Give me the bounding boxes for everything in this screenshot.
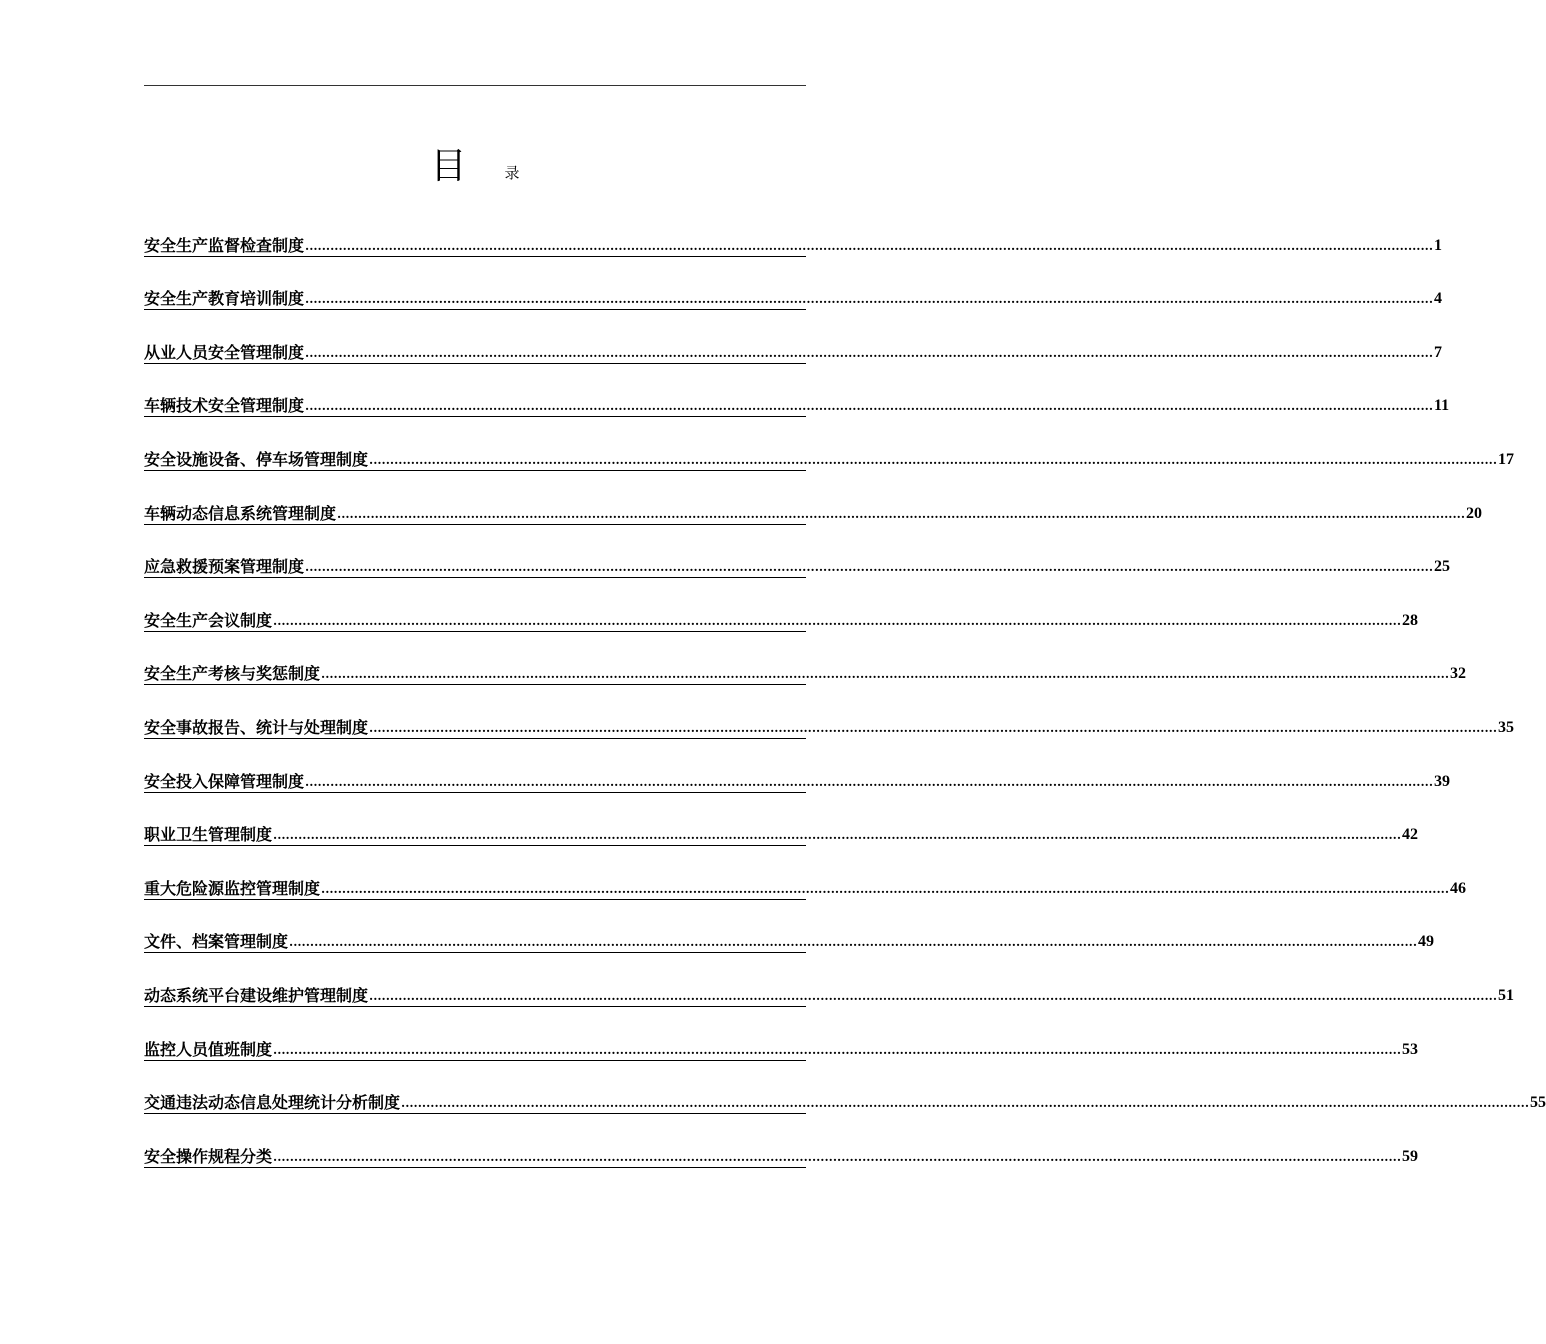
toc-leader: ..............................................................................................................................................................................................................................................................................: [273, 1149, 1402, 1164]
toc-leader: ..............................................................................................................................................................................................................................................................................: [273, 828, 1402, 843]
toc-leader: ..............................................................................................................................................................................................................................................................................: [337, 506, 1466, 521]
toc-entry[interactable]: [144, 875, 1467, 929]
toc-entry[interactable]: [144, 1143, 1419, 1197]
toc-entry-label: 安全事故报告、统计与处理制度: [144, 717, 369, 737]
toc-leader: ..............................................................................................................................................................................................................................................................................: [305, 292, 1434, 307]
toc-entry-label: 动态系统平台建设维护管理制度: [144, 985, 369, 1005]
toc-leader: ..............................................................................................................................................................................................................................................................................: [289, 935, 1418, 950]
toc-entry[interactable]: [144, 393, 1450, 447]
toc-entry-label: 安全生产教育培训制度: [144, 289, 305, 309]
toc-entry[interactable]: [144, 554, 1451, 608]
toc-entry[interactable]: [144, 1036, 1419, 1090]
toc-entry-page: 28: [1402, 611, 1419, 629]
toc-entry-page: 1: [1434, 236, 1443, 254]
toc-leader: ..............................................................................................................................................................................................................................................................................: [273, 613, 1402, 628]
toc-leader: ..............................................................................................................................................................................................................................................................................: [321, 881, 1450, 896]
toc-leader: ..............................................................................................................................................................................................................................................................................: [273, 1042, 1402, 1057]
toc-entry-page: 53: [1402, 1040, 1419, 1058]
toc-entry-page: 7: [1434, 343, 1443, 361]
toc-leader: ..............................................................................................................................................................................................................................................................................: [369, 452, 1498, 467]
toc-entry[interactable]: [144, 768, 1451, 822]
toc-entry[interactable]: [144, 286, 1443, 340]
toc-entry-page: 46: [1450, 879, 1467, 897]
toc-leader: ..............................................................................................................................................................................................................................................................................: [321, 667, 1450, 682]
header-rule: [144, 85, 806, 86]
toc-entry-page: 11: [1434, 397, 1450, 415]
toc-entry-label: 车辆技术安全管理制度: [144, 396, 305, 416]
toc-entry-label: 职业卫生管理制度: [144, 825, 273, 845]
toc-title-char-1: 目: [430, 146, 467, 187]
toc-entry-page: 51: [1498, 986, 1515, 1004]
toc-entry[interactable]: [144, 446, 1515, 500]
toc-entry-label: 安全生产监督检查制度: [144, 235, 305, 255]
toc-entry-page: 20: [1466, 504, 1483, 522]
toc-leader: ..............................................................................................................................................................................................................................................................................: [369, 988, 1498, 1003]
toc-leader: ..............................................................................................................................................................................................................................................................................: [305, 399, 1434, 414]
toc-entry[interactable]: [144, 929, 1435, 983]
toc-entry-page: 59: [1402, 1147, 1419, 1165]
toc-leader: ..............................................................................................................................................................................................................................................................................: [401, 1096, 1530, 1111]
toc-entry-label: 安全设施设备、停车场管理制度: [144, 449, 369, 469]
toc-entry-label: 文件、档案管理制度: [144, 932, 289, 952]
toc-entry-label: 重大危险源监控管理制度: [144, 878, 321, 898]
toc-entry[interactable]: [144, 1090, 1546, 1144]
toc-entry-page: 25: [1434, 558, 1451, 576]
toc-entry-page: 35: [1498, 718, 1515, 736]
toc-leader: ..............................................................................................................................................................................................................................................................................: [369, 720, 1498, 735]
toc-leader: ..............................................................................................................................................................................................................................................................................: [305, 560, 1434, 575]
toc-entry[interactable]: [144, 714, 1515, 768]
toc-leader: ..............................................................................................................................................................................................................................................................................: [305, 238, 1434, 253]
toc-entry-label: 车辆动态信息系统管理制度: [144, 503, 337, 523]
toc-entry-label: 从业人员安全管理制度: [144, 342, 305, 362]
toc-entry-label: 安全生产会议制度: [144, 610, 273, 630]
toc-entry-label: 交通违法动态信息处理统计分析制度: [144, 1093, 401, 1113]
toc-entry-page: 49: [1418, 933, 1435, 951]
toc-leader: ..............................................................................................................................................................................................................................................................................: [305, 774, 1434, 789]
toc-entry-page: 39: [1434, 772, 1451, 790]
toc-entry[interactable]: [144, 232, 1443, 286]
toc-entry-page: 55: [1530, 1094, 1546, 1112]
toc-entry-label: 安全生产考核与奖惩制度: [144, 664, 321, 684]
toc-title-char-2: 录: [504, 164, 520, 182]
toc-entry[interactable]: [144, 339, 1443, 393]
toc-entry-label: 监控人员值班制度: [144, 1039, 273, 1059]
toc-entry-label: 应急救援预案管理制度: [144, 557, 305, 577]
toc-entry-page: 17: [1498, 450, 1515, 468]
toc-entry-label: 安全操作规程分类: [144, 1146, 273, 1166]
toc-entry-page: 42: [1402, 826, 1419, 844]
toc-entry[interactable]: [144, 607, 1419, 661]
toc-entry[interactable]: [144, 982, 1515, 1036]
toc-entry-page: 4: [1434, 290, 1443, 308]
toc-list: [144, 232, 1546, 1197]
toc-entry[interactable]: [144, 500, 1483, 554]
toc-entry-label: 安全投入保障管理制度: [144, 771, 305, 791]
toc-entry[interactable]: [144, 661, 1467, 715]
toc-leader: ..............................................................................................................................................................................................................................................................................: [305, 345, 1434, 360]
toc-entry[interactable]: [144, 822, 1419, 876]
toc-entry-page: 32: [1450, 665, 1467, 683]
toc-title: [0, 138, 950, 189]
